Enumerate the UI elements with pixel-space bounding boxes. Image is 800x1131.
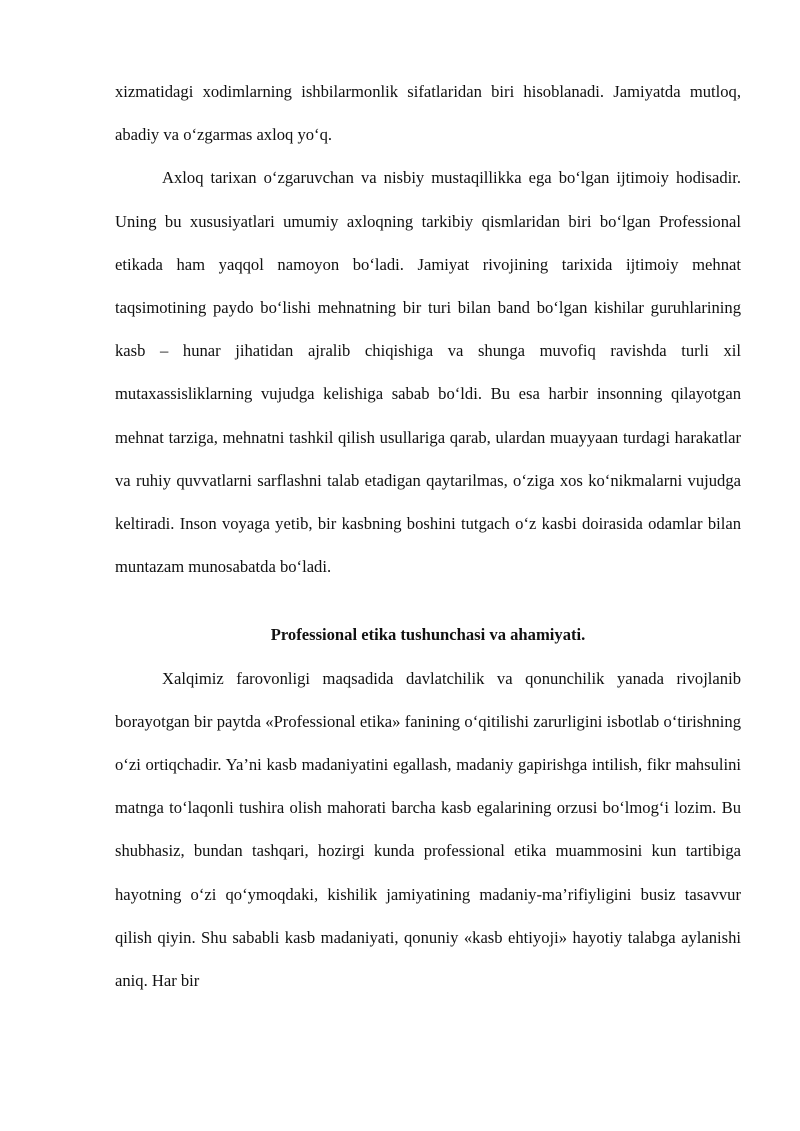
paragraph-continuation: xizmatidagi xodimlarning ishbilarmonlik sifatlaridan biri hisoblanadi. Jamiyatda mutloq, abadiy va o‘zgarmas axloq yo‘q.: [115, 82, 741, 145]
document-page: [115, 70, 741, 1002]
paragraph-axloq: Axloq tarixan o‘zgaruvchan va nisbiy mustaqillikka ega bo‘lgan ijtimoiy hodisadir. Uning bu xususiyatlari umumiy axloqning tarkibiy qismlaridan biri bo‘lgan Professional etikada ham yaqqol namoyon bo‘ladi. Jamiyat rivojining tarixida ijtimoiy mehnat taqsimotining paydo bo‘lishi mehnatning bir turi bilan band bo‘lgan kishilar guruhlarining kasb – hunar jihatidan ajralib chiqishiga va shunga muvofiq ravishda turli xil mutaxassisliklarning vujudga kelishiga sabab bo‘ldi. Bu esa harbir insonning qilayotgan mehnat tarziga, mehnatni tashkil qilish usullariga qarab, ulardan muayyaan turdagi harakatlar va ruhiy quvvatlarni sarflashni talab etadigan qaytarilmas, o‘ziga xos ko‘nikmalarni vujudga keltiradi. Inson voyaga yetib, bir kasbning boshini tutgach o‘z kasbi doirasida odamlar bilan muntazam munosabatda bo‘ladi.: [115, 168, 741, 577]
section-heading: Professional etika tushunchasi va ahamiyati.: [270, 625, 586, 645]
paragraph-xalqimiz: Xalqimiz farovonligi maqsadida davlatchilik va qonunchilik yanada rivojlanib borayotgan bir paytda «Professional etika» fanining o‘qitilishi zarurligini isbotlab o‘tirishning o‘zi ortiqchadir. Ya’ni kasb madaniyatini egallash, madaniy gapirishga intilish, fikr mahsulini matnga to‘laqonli tushira olish mahorati barcha kasb egalarining orzusi bo‘lmog‘i lozim. Bu shubhasiz, bundan tashqari, hozirgi kunda professional etika muammosini kun tartibiga hayotning o‘zi qo‘ymoqdaki, kishilik jamiyatining madaniy-ma’rifiyligini busiz tasavvur qilish qiyin. Shu sababli kasb madaniyati, qonuniy «kasb ehtiyoji» hayotiy talabga aylanishi aniq. Har bir: [115, 668, 741, 991]
